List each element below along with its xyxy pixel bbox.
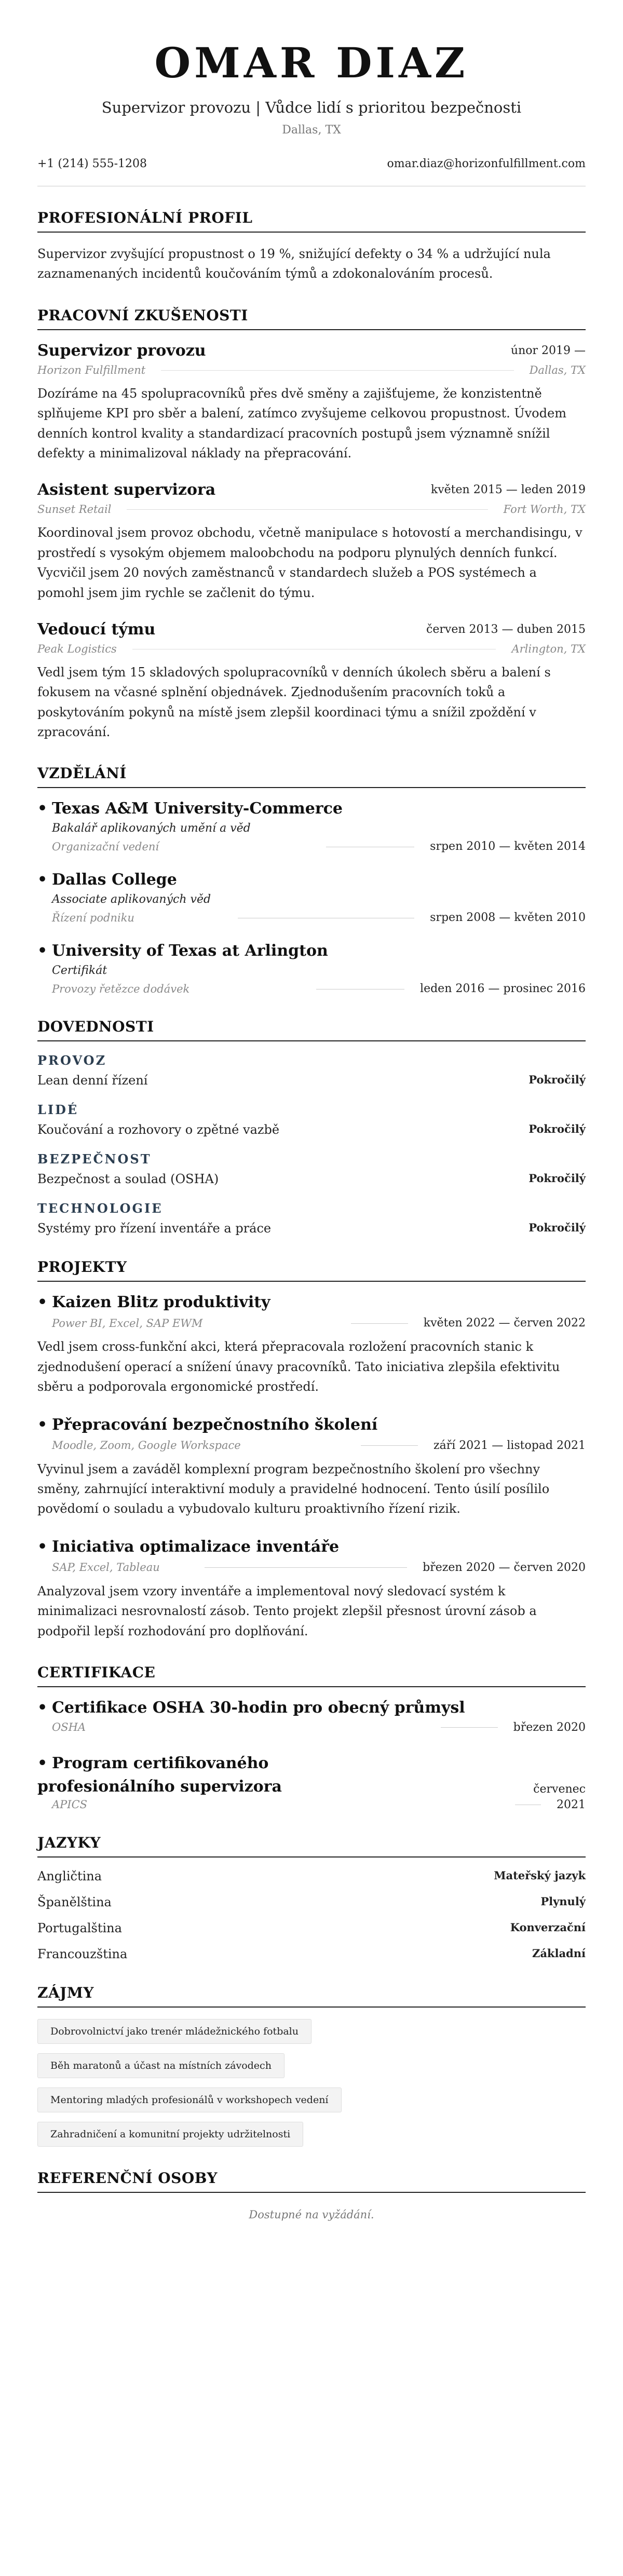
education-entry (37, 799, 586, 853)
section-title: CERTIFIKACE (37, 1664, 586, 1687)
skill-group (37, 1151, 586, 1186)
education-entry (37, 942, 586, 995)
experience-section (37, 307, 586, 742)
degree: Bakalář aplikovaných umění a věd (52, 822, 251, 835)
field-of-study: Provozy řetězce dodávek (52, 982, 190, 995)
degree: Associate aplikovaných věd (52, 893, 211, 906)
interests-section (37, 1984, 586, 2147)
skill-category: TECHNOLOGIE (37, 1201, 163, 1216)
language-level: Základní (532, 1946, 586, 1960)
language-row (37, 1921, 586, 1935)
job-description: Vedl jsem tým 15 skladových spolupracovníků v denních úkolech sběru a balení s fokusem na včasné splnění objednávek. Zjednodušením pracovních toků a poskytováním pokynů na místě jsem zlepšil koordinaci týmu a snížil zpoždění v zpracování. (37, 665, 551, 740)
skill-group (37, 1201, 586, 1236)
divider (441, 1727, 498, 1728)
language-name: Portugalština (37, 1920, 122, 1935)
bullet-icon: • (37, 1293, 48, 1312)
project-date: květen 2022 — červen 2022 (423, 1317, 586, 1330)
section-title: DOVEDNOSTI (37, 1018, 586, 1041)
skill-level: Pokročilý (529, 1172, 586, 1185)
education-date: srpen 2010 — květen 2014 (430, 840, 586, 853)
job-entry (37, 342, 586, 464)
divider (326, 846, 414, 847)
school-name: University of Texas at Arlington (52, 942, 328, 960)
skill-category: LIDÉ (37, 1102, 79, 1118)
phone: +1 (214) 555-1208 (37, 157, 147, 170)
language-row (37, 1869, 586, 1883)
skill-category: PROVOZ (37, 1053, 107, 1068)
bullet-icon: • (37, 942, 48, 960)
bullet-icon: • (37, 1415, 48, 1434)
certifications-section (37, 1664, 586, 1811)
certification-entry (37, 1752, 586, 1811)
interest-tag: Zahradničení a komunitní projekty udržitelnosti (37, 2122, 303, 2147)
project-name: Iniciativa optimalizace inventáře (52, 1537, 340, 1556)
job-location: Fort Worth, TX (503, 503, 586, 516)
profile-text: Supervizor zvyšující propustnost o 19 %, snižující defekty o 34 % a udržující nula zaznamenaných incidentů koučováním týmů a zdokonalováním procesů. (37, 247, 551, 281)
candidate-name: OMAR DIAZ (154, 38, 469, 87)
language-name: Španělština (37, 1894, 112, 1909)
skill-category: BEZPEČNOST (37, 1151, 152, 1167)
project-tech: Moodle, Zoom, Google Workspace (52, 1439, 241, 1452)
divider (132, 648, 496, 649)
job-entry (37, 481, 586, 603)
project-name: Kaizen Blitz produktivity (52, 1293, 270, 1312)
job-title: Vedoucí týmu (37, 620, 156, 639)
field-of-study: Řízení podniku (52, 911, 134, 924)
job-company: Horizon Fulfillment (37, 363, 146, 376)
job-entry (37, 620, 586, 742)
project-name: Přepracování bezpečnostního školení (52, 1415, 378, 1434)
school-name: Texas A&M University-Commerce (52, 799, 343, 818)
certification-name: Certifikace OSHA 30-hodin pro obecný průmysl (52, 1698, 465, 1717)
education-section (37, 765, 586, 995)
divider (127, 509, 487, 510)
skill-level: Pokročilý (529, 1073, 586, 1087)
section-title: PROJEKTY (37, 1258, 586, 1282)
bullet-icon: • (37, 1698, 48, 1717)
email[interactable]: omar.diaz@horizonfulfillment.com (387, 157, 586, 170)
school-name: Dallas College (52, 871, 177, 889)
projects-section (37, 1258, 586, 1641)
education-entry (37, 871, 586, 924)
job-description: Dozíráme na 45 spolupracovníků přes dvě směny a zajišťujeme, že konzistentně splňujeme KPI pro sběr a balení, zatímco zvyšujeme celkovou propustnost. Úvodem denních kontrol kvality a standardizací pracovních postupů jsem významně snížil defekty a minimalizoval náklady na přepracování. (37, 386, 566, 460)
interest-tag: Běh maratonů a účast na místních závodech (37, 2053, 285, 2078)
job-date: květen 2015 — leden 2019 (430, 483, 586, 497)
section-title: JAZYKY (37, 1834, 586, 1858)
language-row (37, 1947, 586, 1961)
divider (161, 370, 513, 371)
skill-name: Bezpečnost a soulad (OSHA) (37, 1172, 219, 1187)
divider (316, 988, 404, 989)
job-location: Dallas, TX (529, 363, 586, 376)
divider (351, 1323, 408, 1324)
skill-group (37, 1053, 586, 1088)
skills-section (37, 1018, 586, 1236)
interest-tags (37, 2019, 586, 2147)
job-company: Sunset Retail (37, 503, 112, 516)
job-date: červen 2013 — duben 2015 (426, 622, 586, 636)
certification-entry (37, 1699, 586, 1734)
certification-issuer: APICS (52, 1798, 88, 1811)
education-date: leden 2016 — prosinec 2016 (420, 982, 586, 996)
job-title: Supervizor provozu (37, 341, 206, 360)
section-title: PRACOVNÍ ZKUŠENOSTI (37, 307, 586, 330)
project-tech: Power BI, Excel, SAP EWM (52, 1317, 203, 1330)
section-title: ZÁJMY (37, 1984, 586, 2008)
project-date: březen 2020 — červen 2020 (423, 1561, 586, 1574)
bullet-icon: • (37, 1537, 48, 1556)
bullet-icon: • (37, 871, 48, 889)
contact-bar (37, 157, 586, 186)
skill-level: Pokročilý (529, 1221, 586, 1235)
project-entry (37, 1538, 586, 1641)
skill-name: Koučování a rozhovory o zpětné vazbě (37, 1122, 280, 1137)
skill-name: Lean denní řízení (37, 1073, 148, 1088)
language-level: Konverzační (510, 1920, 586, 1934)
project-entry (37, 1293, 586, 1397)
divider (205, 1567, 407, 1568)
divider (515, 1804, 541, 1805)
section-title: REFERENČNÍ OSOBY (37, 2170, 586, 2193)
job-description: Koordinoval jsem provoz obchodu, včetně manipulace s hotovostí a merchandisingu, v prostředí s vysokým objemem maloobchodu na podporu plynulých denních funkcí. Vycvičil jsem 20 nových zaměstnanců v standardech služeb a POS systémech a pomohl jsem jim rychle se začlenit do týmu. (37, 525, 583, 600)
education-date: srpen 2008 — květen 2010 (430, 911, 586, 925)
interest-tag: Mentoring mladých profesionálů v workshopech vedení (37, 2087, 342, 2112)
section-title: VZDĚLÁNÍ (37, 765, 586, 788)
profile-section (37, 209, 586, 284)
certification-date: březen 2020 (513, 1720, 586, 1734)
project-entry (37, 1416, 586, 1519)
project-description: Analyzoval jsem vzory inventáře a implementoval nový sledovací systém k minimalizaci nesrovnalostí zásob. Tento projekt zlepšil přesnost úrovní zásob a podpořil lepší rozhodování pro doplňování. (37, 1583, 537, 1638)
languages-section (37, 1834, 586, 1961)
section-title: PROFESIONÁLNÍ PROFIL (37, 209, 586, 233)
language-name: Angličtina (37, 1868, 102, 1883)
certification-issuer: OSHA (52, 1721, 86, 1734)
project-tech: SAP, Excel, Tableau (52, 1561, 160, 1574)
skill-level: Pokročilý (529, 1122, 586, 1136)
language-level: Plynulý (540, 1894, 586, 1908)
job-date: únor 2019 — (510, 344, 586, 357)
language-name: Francouzština (37, 1946, 128, 1961)
project-description: Vyvinul jsem a zaváděl komplexní program bezpečnostního školení pro všechny směny, zahrnující interaktivní moduly a pravidelné hodnocení. Tento úsilí posílilo povědomí o souladu a vybudovalo kulturu proaktivního řízení rizik. (37, 1461, 550, 1516)
project-date: září 2021 — listopad 2021 (434, 1439, 586, 1452)
headline: Supervizor provozu | Vůdce lidí s prioritou bezpečnosti (101, 99, 522, 116)
job-company: Peak Logistics (37, 642, 117, 655)
field-of-study: Organizační vedení (52, 840, 159, 853)
project-description: Vedl jsem cross-funkční akci, která přepracovala rozložení pracovních stanic k zjednodušení operací a snížení únavy pracovníků. Tato iniciativa zlepšila efektivitu sběru a podporovala ergonomické prostředí. (37, 1339, 560, 1394)
job-title: Asistent supervizora (37, 481, 216, 499)
job-location: Arlington, TX (511, 642, 586, 655)
skill-name: Systémy pro řízení inventáře a práce (37, 1221, 272, 1236)
interest-tag: Dobrovolnictví jako trenér mládežnického fotbalu (37, 2019, 312, 2044)
divider (238, 917, 414, 918)
certification-date-month: červenec (533, 1782, 586, 1796)
divider (361, 1445, 418, 1446)
references-section (37, 2170, 586, 2221)
certification-name: Program certifikovaného profesionálního supervizora (37, 1754, 282, 1796)
skill-group (37, 1102, 586, 1137)
references-text: Dostupné na vyžádání. (249, 2208, 374, 2221)
bullet-icon: • (37, 1754, 48, 1772)
degree: Certifikát (52, 964, 107, 978)
location: Dallas, TX (282, 124, 341, 137)
certification-date-year: 2021 (557, 1798, 586, 1811)
bullet-icon: • (37, 799, 48, 818)
language-level: Mateřský jazyk (494, 1868, 586, 1882)
language-row (37, 1895, 586, 1909)
